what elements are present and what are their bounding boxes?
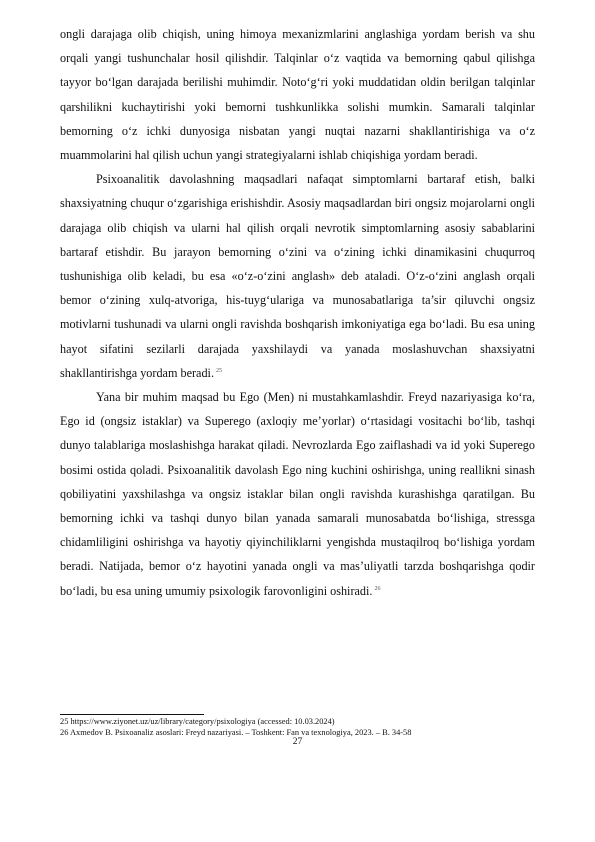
body-text (60, 22, 535, 603)
paragraph-3-text: Yana bir muhim maqsad bu Ego (Men) ni mustahkamlashdir. Freyd nazariyasiga ko‘ra, Ego id (ongsiz istaklar) va Superego (axloqiy me’yorlar) o‘rtasidagi vositachi bo‘lib, tashqi dunyo talablariga moslashishga harakat qiladi. Nevrozlarda Ego zaiflashadi va id yoki Superego bosimi ostida qoladi. Psixoanalitik davolash Ego ning kuchini oshirishga, uning reallikni sinash qobiliyatini yaxshilashga va ongsiz istaklar bilan ongli ravishda kurashishga qaratilgan. Bu bemorning ichki va tashqi dunyo bilan yanada samarali munosabatda bo‘lishiga, stressga chidamliligini oshirishga va hayotiy qiyinchiliklarni yengishda mustaqilroq bo‘lishiga yordam beradi. Natijada, bemor o‘z hayotini yanada ongli va mas’uliyatli tarzda boshqarishga qodir bo‘ladi, bu esa uning umumiy psixologik farovonligini oshiradi. (60, 390, 535, 598)
paragraph-1 (60, 22, 535, 167)
footnote-25: 25 https://www.ziyonet.uz/uz/library/category/psixologiya (accessed: 10.03.2024) (60, 717, 335, 726)
footnote-ref-26[interactable]: 26 (374, 585, 381, 592)
paragraph-2-text: Psixoanalitik davolashning maqsadlari nafaqat simptomlarni bartaraf etish, balki shaxsiyatning chuqur o‘zgarishiga erishishdir. Asosiy maqsadlardan biri ongsiz mojarolarni ongli darajaga olib chiqish va ularni hal qilish orqali nevrotik simptomlarning asosiy sabablarini bartaraf etishdir. Bu jarayon bemorning o‘zini va o‘zining ichki dinamikasini chuqurroq tushunishiga olib keladi, bu esa «o‘z-o‘zini anglash» deb ataladi. O‘z-o‘zini anglash orqali bemor o‘zining xulq-atvoriga, his-tuyg‘ulariga va munosabatlariga ta’sir qiluvchi ongsiz motivlarni tushunadi va ularni ongli ravishda boshqarish imkoniyatiga ega bo‘ladi. Bu esa uning hayot sifatini sezilarli darajada yaxshilaydi va yanada moslashuvchan shaxsiyatni shakllantirishga yordam beradi. (60, 172, 535, 380)
paragraph-2 (60, 167, 535, 385)
footnotes (60, 716, 550, 739)
paragraph-3 (60, 385, 535, 603)
footnote-separator (60, 714, 204, 715)
page-number: 27 (292, 737, 303, 747)
paragraph-1-text: ongli darajaga olib chiqish, uning himoya mexanizmlarini anglashiga yordam berish va shu orqali yangi tushunchalar hosil qilishdir. Talqinlar o‘z vaqtida va bemorning qabul qilishga tayyor bo‘lgan darajada berilishi muhimdir. Noto‘g‘ri yoki muddatidan oldin berilgan talqinlar qarshilikni kuchaytirishi yoki bemorni tushkunlikka solishi mumkin. Samarali talqinlar bemorning o‘z ichki dunyosiga nisbatan yangi nuqtai nazarni shakllantirishiga va o‘z muammolarini hal qilish uchun yangi strategiyalarni ishlab chiqishiga yordam beradi. (60, 27, 535, 163)
footnote-26: 26 Axmedov B. Psixoanaliz asoslari: Freyd nazariyasi. – Toshkent: Fan va texnologiya, 2023. – B. 34-58 (60, 728, 412, 738)
footnote-ref-25[interactable]: 25 (216, 367, 222, 374)
